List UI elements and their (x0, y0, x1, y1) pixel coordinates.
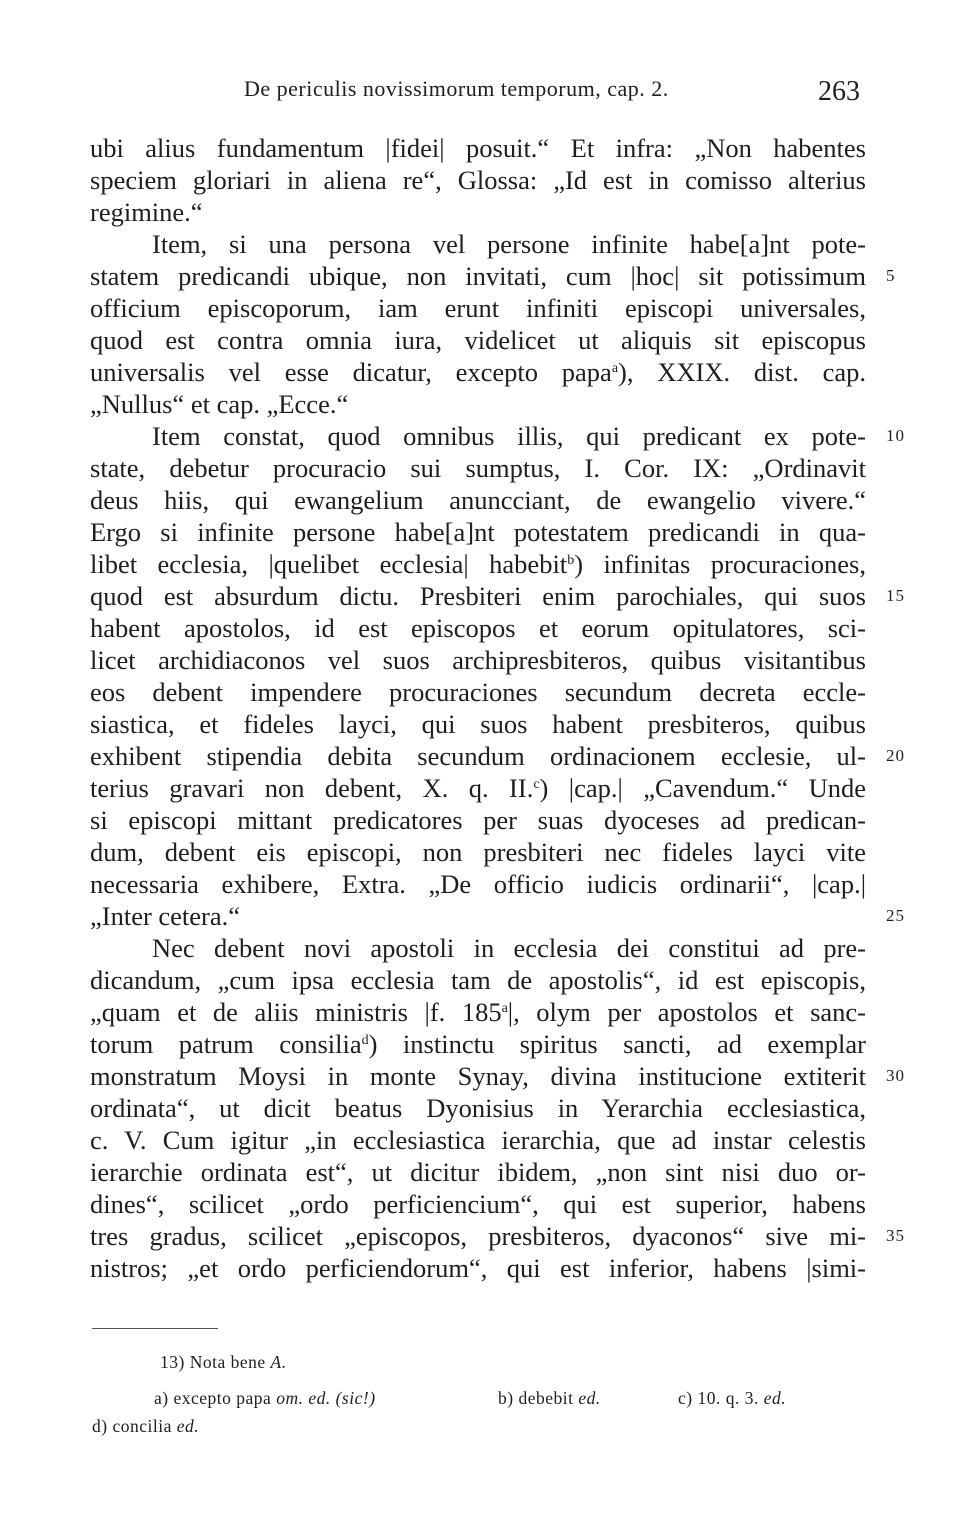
running-header (0, 74, 960, 114)
text-segment: libet ecclesia, |quelibet ecclesia| habebit (90, 549, 568, 579)
footnote-text: 10. q. 3. (697, 1388, 759, 1408)
text-segment: speciem gloriari in aliena re“, Glossa: „Id est in comisso alterius (90, 165, 866, 195)
text-line (152, 420, 866, 452)
footnote-divider (92, 1328, 218, 1329)
text-line (90, 740, 866, 772)
footnote-reference: b (567, 553, 575, 568)
text-line (90, 1220, 866, 1252)
footnote-text: Nota bene (189, 1352, 266, 1372)
line-number: 20 (886, 746, 905, 765)
text-segment: dines“, scilicet „ordo perficiencium“, qui est superior, habens (90, 1189, 866, 1219)
line-number: 10 (886, 426, 905, 445)
text-segment: quod est contra omnia iura, videlicet ut aliquis sit episcopus (90, 325, 866, 355)
text-line (90, 1124, 866, 1156)
footnote-reference: c (533, 777, 540, 792)
text-segment: dicandum, „cum ipsa ecclesia tam de apostolis“, id est episcopis, (90, 965, 866, 995)
footnote-text: concilia (112, 1416, 172, 1436)
text-segment: siastica, et fideles layci, qui suos habent presbiteros, quibus (90, 709, 866, 739)
footnote-text: debebit (518, 1388, 574, 1408)
text-segment: officium episcoporum, iam erunt infiniti episcopi universales, (90, 293, 866, 323)
page-number: 263 (818, 76, 860, 107)
text-segment: eos debent impendere procuraciones secundum decreta eccle- (90, 677, 866, 707)
text-segment: Ergo si infinite persone habe[a]nt potestatem predicandi in qua- (90, 517, 866, 547)
text-line (90, 388, 866, 420)
text-segment: „quam et de aliis ministris |f. 185 (90, 997, 502, 1027)
footnote-comment: ed. (176, 1416, 200, 1436)
text-line (90, 580, 866, 612)
text-segment: ), XXIX. dist. cap. (618, 357, 866, 387)
text-segment: Item constat, quod omnibus illis, qui predicant ex pote- (152, 421, 866, 451)
text-segment: dum, debent eis episcopi, non presbiteri nec fideles layci vite (90, 837, 866, 867)
line-number: 15 (886, 586, 905, 605)
text-segment: Item, si una persona vel persone infinite habe[a]nt pote- (152, 229, 866, 259)
line-number: 30 (886, 1066, 905, 1085)
text-segment: universalis vel esse dicatur, excepto papa (90, 357, 612, 387)
text-segment: habent apostolos, id est episcopos et eorum opitulatores, sci- (90, 613, 866, 643)
line-number: 5 (886, 266, 896, 285)
text-segment: exhibent stipendia debita secundum ordinacionem ecclesie, ul- (90, 741, 866, 771)
text-line (90, 516, 866, 548)
footnote-a (154, 1386, 376, 1410)
footnote-mark: b) (498, 1388, 514, 1408)
text-segment: Nec debent novi apostoli in ecclesia dei constitui ad pre- (152, 933, 866, 963)
text-line (90, 548, 866, 580)
text-line (152, 228, 866, 260)
footnote-mark: 13) (160, 1352, 185, 1372)
text-segment: state, debetur procuracio sui sumptus, I. Cor. IX: „Ordinavit (90, 453, 866, 483)
footnote-comment: ed. (578, 1388, 601, 1408)
text-line (90, 1028, 866, 1060)
text-segment: licet archidiaconos vel suos archipresbiteros, quibus visitantibus (90, 645, 866, 675)
running-title: De periculis novissimorum temporum, cap. 2. (244, 76, 669, 101)
footnote-comment: ed. (763, 1388, 787, 1408)
text-line (90, 1156, 866, 1188)
text-segment: ubi alius fundamentum |fidei| posuit.“ Et infra: „Non habentes (90, 133, 866, 163)
text-segment: c. V. Cum igitur „in ecclesiastica ierarchia, que ad instar celestis (90, 1125, 866, 1155)
text-segment: monstratum Moysi in monte Synay, divina institucione extiterit (90, 1061, 866, 1091)
text-line (90, 1060, 866, 1092)
line-number: 25 (886, 906, 905, 925)
text-segment: regimine.“ (90, 197, 203, 227)
text-segment: statem predicandi ubique, non invitati, cum |hoc| sit potissimum (90, 261, 866, 291)
text-line (90, 964, 866, 996)
text-line (90, 900, 866, 932)
footnote-text: excepto papa (173, 1388, 272, 1408)
footnote-mark: d) (92, 1416, 108, 1436)
footnote-comment: om. ed. (sic!) (276, 1388, 376, 1408)
text-segment: torum patrum consilia (90, 1029, 362, 1059)
text-line (152, 932, 866, 964)
text-line (90, 612, 866, 644)
text-segment: tres gradus, scilicet „episcopos, presbiteros, dyaconos“ sive mi- (90, 1221, 866, 1251)
text-line (90, 164, 866, 196)
text-line (90, 1252, 866, 1284)
text-line (90, 196, 866, 228)
text-line (90, 260, 866, 292)
footnote-mark: c) (678, 1388, 693, 1408)
footnote-mark: a) (154, 1388, 169, 1408)
text-line (90, 772, 866, 804)
text-segment: ) instinctu spiritus sancti, ad exemplar (368, 1029, 866, 1059)
footnote-reference: a (501, 1001, 508, 1016)
text-line (90, 324, 866, 356)
footnote-reference: d (361, 1033, 369, 1048)
text-segment: |, olym per apostolos et sanc- (507, 997, 866, 1027)
text-line (90, 836, 866, 868)
footnote-c (678, 1386, 786, 1410)
text-line (90, 1092, 866, 1124)
text-segment: ) infinitas procuraciones, (574, 549, 866, 579)
text-line (90, 644, 866, 676)
footnote-d (92, 1414, 199, 1438)
text-line (90, 132, 866, 164)
text-segment: terius gravari non debent, X. q. II. (90, 773, 534, 803)
footnote-b (498, 1386, 601, 1410)
text-line (90, 708, 866, 740)
text-segment: necessaria exhibere, Extra. „De officio iudicis ordinarii“, |cap.| (90, 869, 866, 899)
text-line (90, 996, 866, 1028)
line-number: 35 (886, 1226, 905, 1245)
footnote-13 (160, 1350, 287, 1374)
footnote-reference: a (611, 361, 619, 376)
text-line (90, 868, 866, 900)
text-segment: si episcopi mittant predicatores per suas dyoceses ad predican- (90, 805, 866, 835)
text-segment: quod est absurdum dictu. Presbiteri enim parochiales, qui suos (90, 581, 866, 611)
footnote-siglum: A. (270, 1352, 287, 1372)
text-line (90, 1188, 866, 1220)
text-segment: ordinata“, ut dicit beatus Dyonisius in Yerarchia ecclesiastica, (90, 1093, 866, 1123)
text-segment: ierarchie ordinata est“, ut dicitur ibidem, „non sint nisi duo or- (90, 1157, 866, 1187)
text-line (90, 676, 866, 708)
text-line (90, 356, 866, 388)
text-line (90, 804, 866, 836)
text-line (90, 452, 866, 484)
text-segment: „Inter cetera.“ (90, 901, 241, 931)
text-line (90, 484, 866, 516)
text-segment: nistros; „et ordo perficiendorum“, qui est inferior, habens |simi- (90, 1253, 866, 1283)
text-segment: deus hiis, qui ewangelium anuncciant, de ewangelio vivere.“ (90, 485, 866, 515)
text-segment: ) |cap.| „Cavendum.“ Unde (539, 773, 866, 803)
text-segment: „Nullus“ et cap. „Ecce.“ (90, 389, 349, 419)
text-line (90, 292, 866, 324)
